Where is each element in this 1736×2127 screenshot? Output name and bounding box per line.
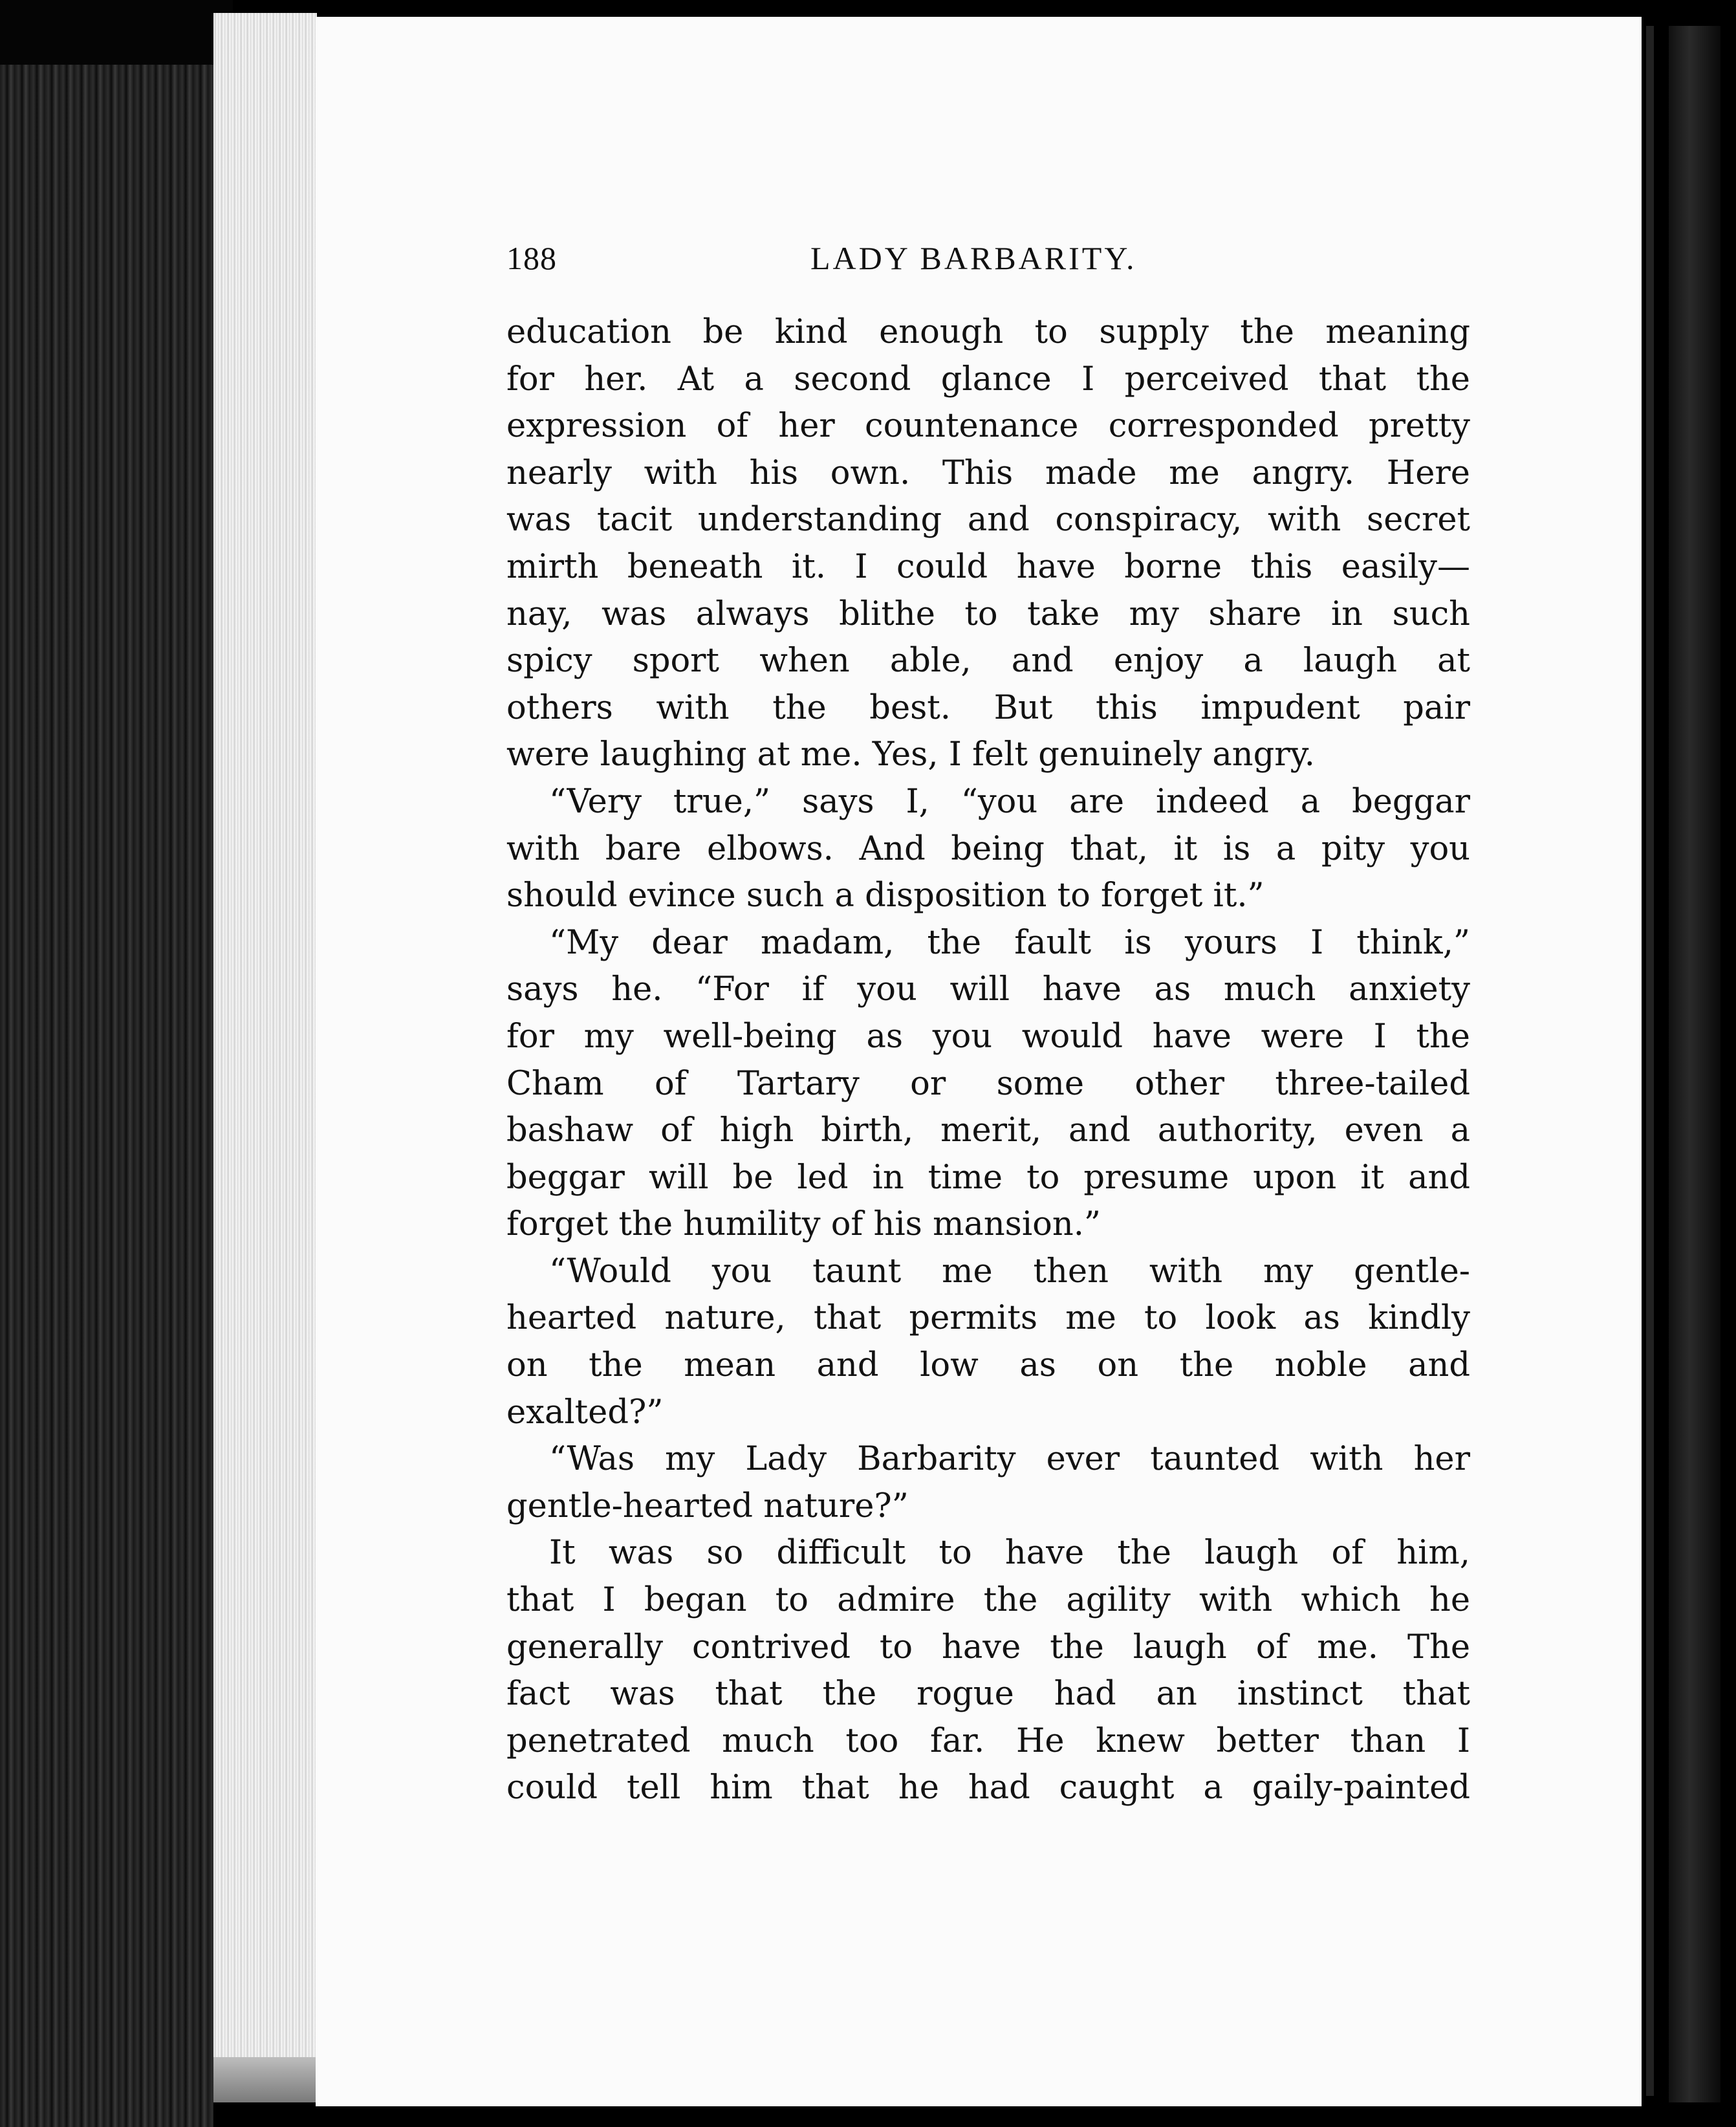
- text-line: on the mean and low as on the noble and: [506, 1346, 1470, 1385]
- text-line: for her. At a second glance I perceived that the: [506, 360, 1470, 398]
- page-number: 188: [506, 240, 557, 276]
- text-line: forget the humility of his mansion.”: [506, 1205, 1101, 1244]
- page-header: [506, 239, 1360, 285]
- text-line: were laughing at me. Yes, I felt genuinely angry.: [506, 736, 1315, 774]
- text-line: for my well-being as you would have were I the: [506, 1017, 1470, 1056]
- text-line: gentle-hearted nature?”: [506, 1487, 909, 1525]
- text-line: expression of her countenance corresponded pretty: [506, 407, 1470, 446]
- text-line: It was so difficult to have the laugh of him,: [549, 1534, 1470, 1573]
- text-line: spicy sport when able, and enjoy a laugh at: [506, 642, 1470, 681]
- text-line: bashaw of high birth, merit, and authority, even a: [506, 1111, 1470, 1150]
- text-line: beggar will be led in time to presume upon it and: [506, 1158, 1470, 1197]
- text-line: was tacit understanding and conspiracy, with secret: [506, 501, 1470, 540]
- next-page-edge: [1669, 26, 1720, 2102]
- text-line: fact was that the rogue had an instinct that: [506, 1675, 1470, 1714]
- text-line: mirth beneath it. I could have borne this easily—: [506, 547, 1470, 586]
- text-line: that I began to admire the agility with which he: [506, 1581, 1470, 1620]
- text-line: could tell him that he had caught a gaily-painted: [506, 1769, 1470, 1807]
- text-line: penetrated much too far. He knew better than I: [506, 1721, 1470, 1760]
- text-line: should evince such a disposition to forget it.”: [506, 877, 1264, 915]
- page-edges-bottom: [213, 2057, 317, 2102]
- text-line: hearted nature, that permits me to look as kindly: [506, 1299, 1470, 1338]
- book-spine-shadow: [0, 0, 213, 2127]
- text-line: “Very true,” says I, “you are indeed a beggar: [549, 782, 1470, 821]
- text-line: generally contrived to have the laugh of me. The: [506, 1628, 1470, 1666]
- text-line: “My dear madam, the fault is yours I think,”: [549, 923, 1470, 962]
- right-gutter-line: [1646, 26, 1654, 2096]
- running-head: LADY BARBARITY.: [810, 240, 1137, 276]
- text-line: says he. “For if you will have as much anxiety: [506, 970, 1470, 1009]
- scan-corner-shadow: [0, 0, 233, 65]
- text-line: “Was my Lady Barbarity ever taunted with her: [549, 1440, 1470, 1479]
- text-line: education be kind enough to supply the meaning: [506, 313, 1470, 351]
- text-line: nay, was always blithe to take my share in such: [506, 594, 1470, 633]
- text-line: exalted?”: [506, 1393, 664, 1432]
- text-line: “Would you taunt me then with my gentle-: [549, 1252, 1470, 1291]
- body-text: [506, 309, 1470, 1812]
- text-line: nearly with his own. This made me angry. Here: [506, 453, 1470, 492]
- text-line: Cham of Tartary or some other three-tailed: [506, 1064, 1470, 1103]
- page-edges: [213, 13, 317, 2102]
- text-line: with bare elbows. And being that, it is a pity you: [506, 829, 1470, 868]
- text-line: others with the best. But this impudent pair: [506, 688, 1470, 727]
